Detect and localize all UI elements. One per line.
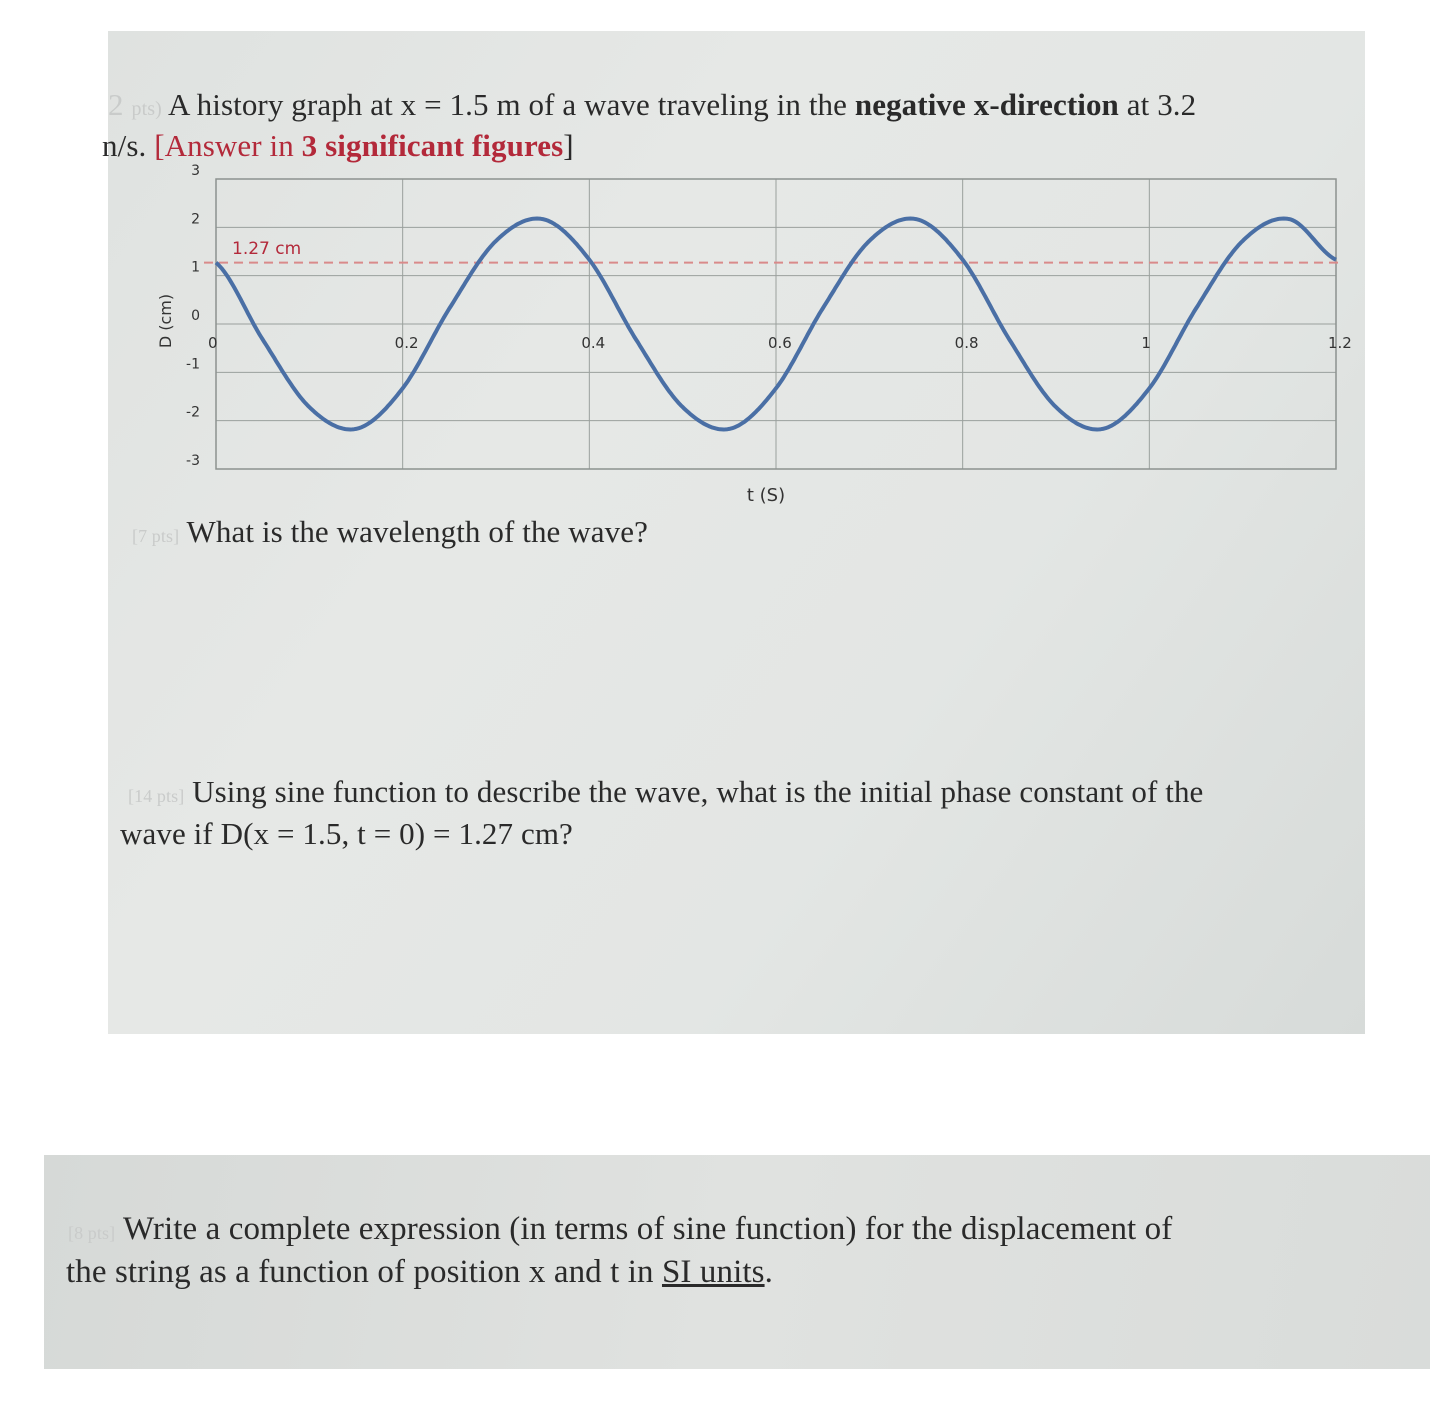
question-2-line-2: [120, 816, 573, 852]
amplitude-annotation: 1.27 cm: [232, 239, 302, 259]
question-1-points: [7 pts]: [132, 526, 180, 546]
question-1: [132, 514, 648, 550]
question-2-text-1: Using sine function to describe the wave, what is the initial phase constant of the: [192, 774, 1204, 809]
question-3-text-1: Write a complete expression (in terms of sine function) for the displacement of: [122, 1211, 1173, 1247]
x-axis-label: t (S): [746, 485, 786, 506]
x-tick-label: 0.6: [768, 334, 792, 352]
question-2-text-2: wave if D(x = 1.5, t = 0) = 1.27 cm?: [120, 816, 573, 851]
y-tick-label: -1: [186, 356, 200, 373]
question-3-line-2: [66, 1254, 773, 1291]
question-3-text-2: the string as a function of position x and t in: [66, 1254, 654, 1290]
question-3-period: .: [764, 1254, 773, 1290]
x-tick-label: 0.2: [394, 334, 419, 352]
x-tick-label: 1.2: [1328, 334, 1352, 352]
problem-photo: [102, 31, 1365, 1034]
problem-speed-unit: n/s.: [102, 128, 147, 163]
problem-intro: A history graph at x = 1.5 m of a wave traveling in the: [168, 87, 848, 122]
history-graph: [108, 31, 1365, 551]
chart-grid: [216, 179, 1336, 469]
y-tick-labels: [186, 163, 200, 469]
problem-direction: negative x-direction: [854, 87, 1119, 122]
problem-number: 2: [108, 87, 124, 122]
answer-open-bracket: [: [154, 128, 165, 163]
answer-sig-figs: 3 significant figures: [301, 128, 564, 163]
question-3-si-units: SI units: [661, 1254, 765, 1290]
y-tick-label: 0: [191, 308, 200, 324]
x-tick-label: 0.8: [954, 334, 979, 352]
x-tick-label: 0: [208, 334, 218, 352]
question-2-line-1: [128, 774, 1203, 810]
problem-points: pts): [131, 98, 162, 120]
question-3-points: [8 pts]: [68, 1223, 116, 1243]
problem-speed: at 3.2: [1126, 87, 1197, 122]
y-tick-label: 3: [191, 163, 200, 179]
x-tick-label: 1: [1141, 334, 1151, 352]
answer-prefix: Answer in: [164, 128, 294, 163]
y-tick-label: 2: [191, 211, 200, 228]
y-tick-label: -2: [186, 404, 200, 421]
answer-close-bracket: ]: [563, 128, 574, 163]
problem-photo-2: [44, 1155, 1430, 1369]
question-1-text: What is the wavelength of the wave?: [186, 514, 648, 549]
question-3-line-1: [68, 1211, 1172, 1248]
x-tick-label: 0.4: [581, 334, 606, 352]
y-axis-label: D (cm): [156, 293, 175, 349]
y-tick-label: -3: [186, 453, 200, 469]
question-2-points: [14 pts]: [128, 786, 185, 806]
y-tick-label: 1: [191, 259, 200, 276]
